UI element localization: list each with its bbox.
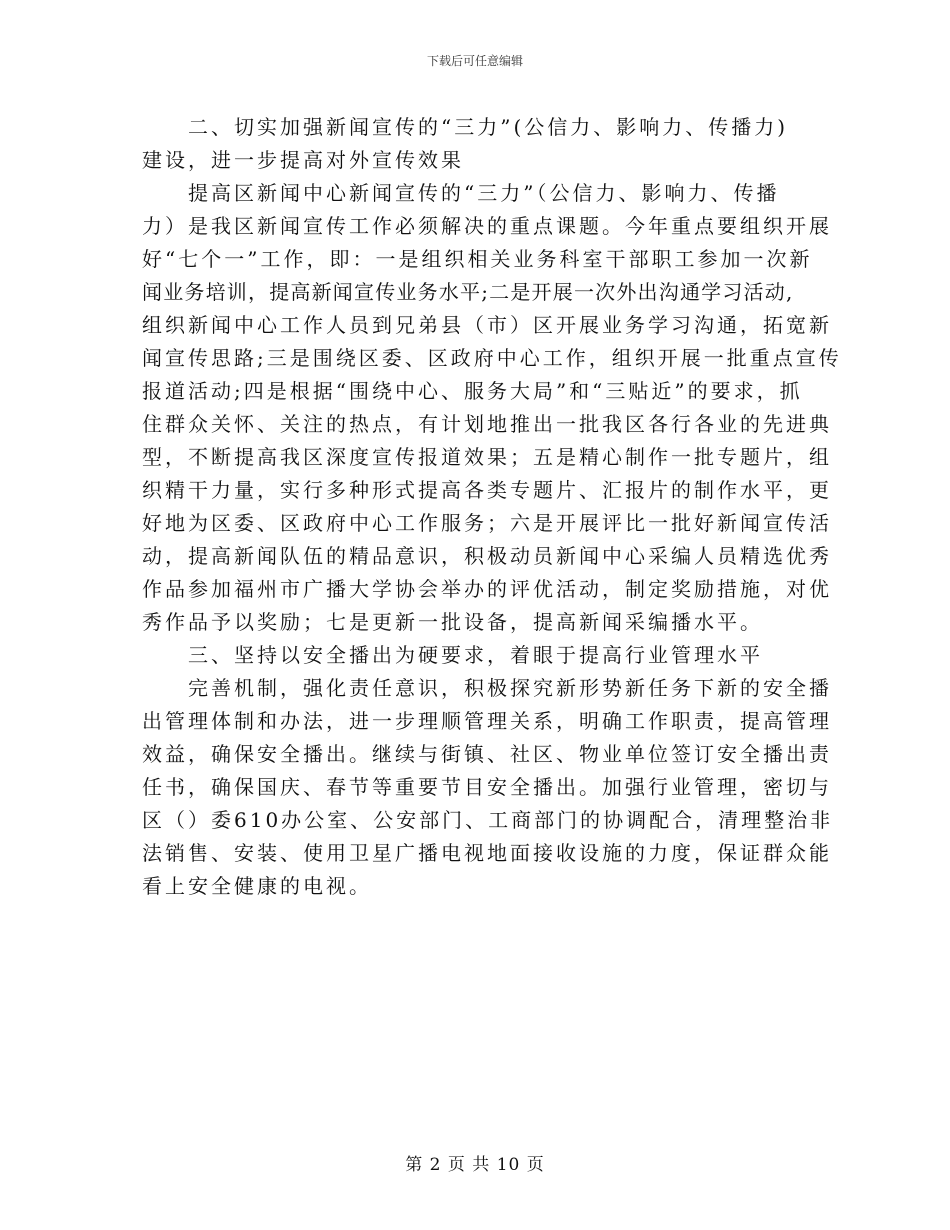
text-line: 三、坚持以安全播出为硬要求，着眼于提高行业管理水平 [142,643,763,667]
text-line: 完善机制，强化责任意识，积极探究新形势新任务下新的安全播 [142,676,832,700]
page-header: 下载后可任意编辑 [426,54,523,68]
text-line: 作品参加福州市广播大学协会举办的评优活动，制定奖励措施，对优 [142,577,832,601]
text-line: 住群众关怀、关注的热点，有计划地推出一批我区各行各业的先进典 [142,412,832,436]
document-body [142,111,842,903]
text-line: 闻业务培训，提高新闻宣传业务水平;二是开展一次外出沟通学习活动, [142,280,794,304]
text-line: 好“七个一”工作，即：一是组织相关业务科室干部职工参加一次新 [142,247,813,271]
text-line: 好地为区委、区政府中心工作服务；六是开展评比一批好新闻宣传活 [142,511,832,535]
text-line: 报道活动;四是根据“围绕中心、服务大局”和“三贴近”的要求，抓 [142,379,803,403]
text-line: 型，不断提高我区深度宣传报道效果；五是精心制作一批专题片，组 [142,445,832,469]
text-line: 法销售、安装、使用卫星广播电视地面接收设施的力度，保证群众能 [142,841,832,865]
text-line: 组织新闻中心工作人员到兄弟县（市）区开展业务学习沟通，拓宽新 [142,313,832,337]
text-line: 二、切实加强新闻宣传的“三力”(公信力、影响力、传播力) [142,115,789,139]
text-line: 动，提高新闻队伍的精品意识，积极动员新闻中心采编人员精选优秀 [142,544,832,568]
text-line: 闻宣传思路;三是围绕区委、区政府中心工作，组织开展一批重点宣传 [142,346,842,370]
page-footer: 第 2 页 共 10 页 [405,1155,545,1175]
text-line: 提高区新闻中心新闻宣传的“三力”（公信力、影响力、传播 [142,181,780,205]
text-line: 效益，确保安全播出。继续与街镇、社区、物业单位签订安全播出责 [142,742,832,766]
text-line: 建设，进一步提高对外宣传效果 [142,148,464,172]
text-line: 区（）委610办公室、公安部门、工商部门的协调配合，清理整治非 [142,808,834,832]
text-line: 秀作品予以奖励；七是更新一批设备，提高新闻采编播水平。 [142,610,763,634]
text-line: 力）是我区新闻宣传工作必须解决的重点课题。今年重点要组织开展 [142,214,832,238]
text-line: 织精干力量，实行多种形式提高各类专题片、汇报片的制作水平，更 [142,478,832,502]
text-line: 出管理体制和办法，进一步理顺管理关系，明确工作职责，提高管理 [142,709,832,733]
text-line: 看上安全健康的电视。 [142,874,372,898]
text-line: 任书，确保国庆、春节等重要节目安全播出。加强行业管理，密切与 [142,775,832,799]
